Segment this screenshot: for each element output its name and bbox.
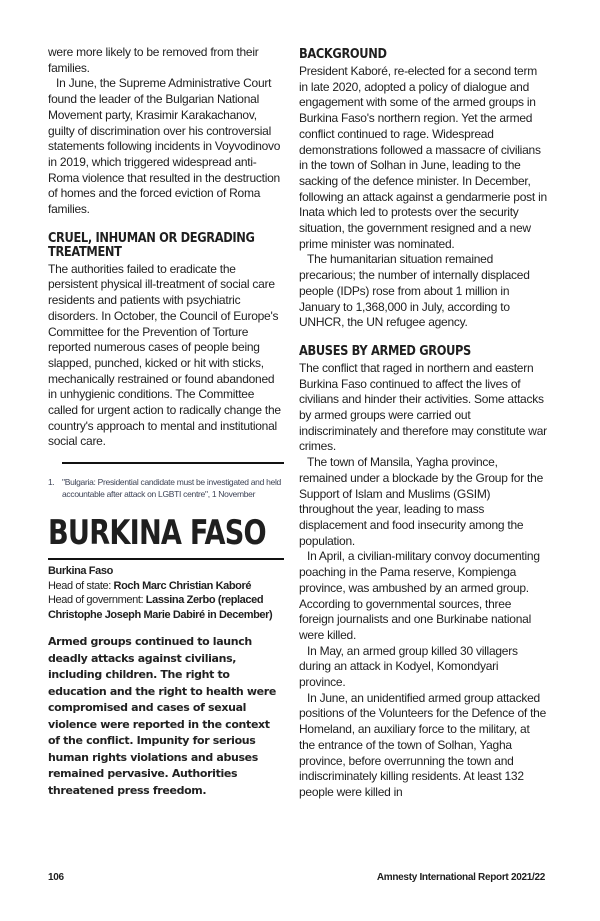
paragraph: The town of Mansila, Yagha province, remained under a blockade by the Group for the Support of Islam and Muslims (GSIM) throughout the year, leading to mass displacement and food insecurity among the population. [299,455,543,548]
page-number: 106 [48,872,64,883]
paragraph: President Kaboré, re-elected for a second term in late 2020, adopted a policy of dialogue and engagement with some of the armed groups in Burkina Faso's northern region. Yet the armed conflict continued to rage. Widespread demonstrations followed a massacre of civilians in the town of Solhan in June, leading to the sacking of the defence minister. In December, following an attack against a gendarmerie post in Inata which led to protests over the security situation, the government resigned and a new prime minister was nominated. [299,64,547,251]
title-divider [48,558,284,560]
paragraph: The humanitarian situation remained precarious; the number of internally displaced people (IDPs) rose from about 1 million in January to 1,368,000 in July, according to UNHCR, the UN refugee agency. [299,252,530,330]
head-of-government: Lassina Zerbo (replaced Christophe Joseph Marie Dabiré in December) [48,594,273,621]
footnote-divider [62,462,284,464]
footnote [48,476,284,500]
right-column [299,48,547,801]
country-title: BURKINA FASO [48,513,266,554]
section-heading: ABUSES BY ARMED GROUPS [299,343,471,359]
country-facts [48,564,284,622]
head-of-state: Roch Marc Christian Kaboré [113,579,252,592]
country-summary: Armed groups continued to launch deadly attacks against civilians, including children. The right to education and the right to health were compromised and cases of sexual violence were reported in the context of the conflict. Impunity for serious human rights violations and abuses remained pervasive. Authorities threatened press freedom. [48,635,276,797]
head-of-government-label: Head of government: [48,594,146,607]
paragraph: In May, an armed group killed 30 villagers during an attack in Kodyel, Komondyari province. [299,643,518,690]
paragraph: In June, an unidentified armed group attacked positions of the Volunteers for the Defence of the Homeland, an auxiliary force to the military, at the entrance of the town of Solhan, Yagha province, before overrunning the town and indiscriminately killing residents. At least 132 people were killed in [299,690,546,799]
footnote-number: 1. [48,477,55,488]
paragraph: In April, a civilian-military convoy documenting poaching in the Pama reserve, Kompienga province, was ambushed by an armed group. According to governmental sources, three foreign journalists and one Burkinabe national were killed. [299,549,540,642]
footnote-text: "Bulgaria: Presidential candidate must be investigated and held accountable after attack on LGBTI centre", 1 November [62,477,281,500]
paragraph: The authorities failed to eradicate the persistent physical ill-treatment of social care residents and patients with psychiatric disorders. In October, the Council of Europe's Committee for the Prevention of Torture reported numerous cases of people being slapped, punched, kicked or hit with sticks, mechanically restrained or found abandoned in unhygienic conditions. The Committee called for urgent action to radically change the country's approach to mental and institutional social care. [48,261,281,449]
section-heading: BACKGROUND [299,47,387,62]
paragraph: In June, the Supreme Administrative Court found the leader of the Bulgarian National Movement party, Krasimir Karakachanov, guilty of discrimination over his controversial statements following incidents in Voyvodinovo in 2019, which triggered widespread anti-Roma violence that resulted in the destruction of homes and the forced eviction of Roma families. [48,76,281,217]
paragraph: The conflict that raged in northern and eastern Burkina Faso continued to affect the lives of civilians and hinder their activities. Some attacks by armed groups were carried out indiscriminately and therefore may constitute war crimes. [299,360,547,454]
paragraph: were more likely to be removed from their families. [48,45,259,75]
footer-title: Amnesty International Report 2021/22 [376,872,545,883]
left-column [48,45,284,799]
section-heading: CRUEL, INHUMAN OR DEGRADING TREATMENT [48,230,255,260]
country-name: Burkina Faso [48,565,113,578]
head-of-state-label: Head of state: [48,579,114,592]
